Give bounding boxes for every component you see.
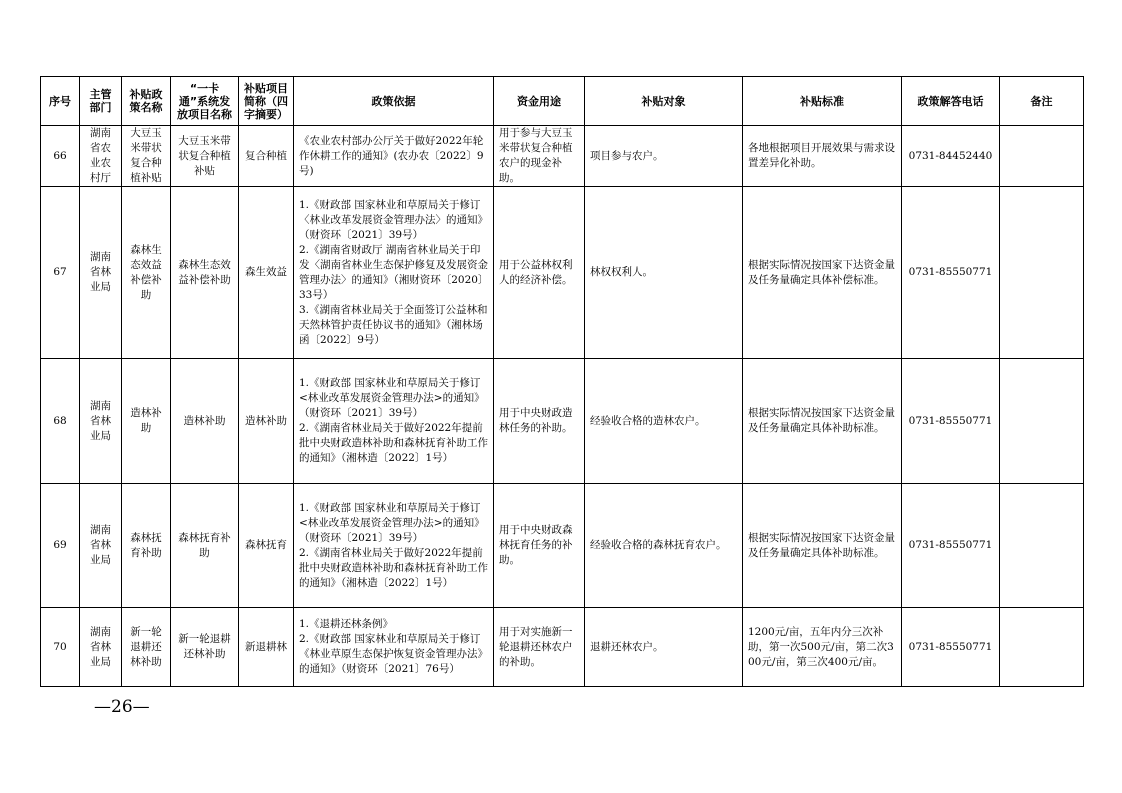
cell-abbr: 新退耕林 [239, 608, 294, 687]
cell-subsidy-name: 大豆玉米带状复合种植补贴 [122, 126, 171, 187]
cell-basis [294, 126, 494, 187]
cell-target: 经验收合格的森林抚育农户。 [585, 484, 743, 608]
table-row [41, 187, 1084, 359]
cell-basis [294, 187, 494, 359]
header-standard: 补贴标准 [743, 77, 902, 126]
cell-card-item: 森林生态效益补偿补助 [171, 187, 239, 359]
cell-remark [1000, 359, 1084, 484]
table-row [41, 608, 1084, 687]
header-target: 补贴对象 [585, 77, 743, 126]
cell-subsidy-name: 新一轮退耕还林补助 [122, 608, 171, 687]
cell-dept: 湖南省林业局 [80, 359, 122, 484]
basis-line: 1.《财政部 国家林业和草原局关于修订〈林业改革发展资金管理办法〉的通知》（财资环〔2021〕39号） [299, 198, 488, 241]
cell-target: 退耕还林农户。 [585, 608, 743, 687]
basis-line: 2.《湖南省林业局关于做好2022年提前批中央财政造林补助和森林抚育补助工作的通知》（湘林造〔2022〕1号） [299, 422, 488, 464]
cell-phone: 0731-84452440 [902, 126, 1000, 187]
cell-subsidy-name: 森林抚育补助 [122, 484, 171, 608]
cell-basis [294, 484, 494, 608]
cell-abbr: 造林补助 [239, 359, 294, 484]
cell-subsidy-name: 造林补助 [122, 359, 171, 484]
cell-remark [1000, 484, 1084, 608]
cell-remark [1000, 187, 1084, 359]
basis-line: 《农业农村部办公厅关于做好2022年轮作休耕工作的通知》(农办农〔2022〕9号) [299, 134, 484, 177]
page-number: —26— [94, 697, 150, 717]
basis-line: 3.《湖南省林业局关于全面签订公益林和天然林管护责任协议书的通知》（湘林场函〔2022〕9号） [299, 303, 488, 346]
cell-standard: 各地根据项目开展效果与需求设置差异化补助。 [743, 126, 902, 187]
cell-standard: 根据实际情况按国家下达资金量及任务量确定具体补偿标准。 [743, 187, 902, 359]
cell-abbr: 复合种植 [239, 126, 294, 187]
cell-usage: 用于对实施新一轮退耕还林农户的补助。 [494, 608, 585, 687]
cell-target: 经验收合格的造林农户。 [585, 359, 743, 484]
cell-dept: 湖南省林业局 [80, 608, 122, 687]
cell-seq: 70 [41, 608, 80, 687]
cell-target: 项目参与农户。 [585, 126, 743, 187]
cell-basis [294, 608, 494, 687]
cell-card-item: 新一轮退耕还林补助 [171, 608, 239, 687]
basis-line: 1.《财政部 国家林业和草原局关于修订<林业改革发展资金管理办法>的通知》（财资环〔2021〕39号） [299, 377, 485, 419]
cell-standard: 1200元/亩，五年内分三次补助，第一次500元/亩，第二次300元/亩，第三次400元/亩。 [743, 608, 902, 687]
table-row [41, 126, 1084, 187]
basis-line: 2.《湖南省林业局关于做好2022年提前批中央财政造林补助和森林抚育补助工作的通知》（湘林造〔2022〕1号） [299, 546, 488, 589]
header-basis: 政策依据 [294, 77, 494, 126]
cell-seq: 68 [41, 359, 80, 484]
cell-seq: 67 [41, 187, 80, 359]
header-phone: 政策解答电话 [902, 77, 1000, 126]
cell-dept: 湖南省农业农村厅 [80, 126, 122, 187]
cell-seq: 69 [41, 484, 80, 608]
cell-usage: 用于公益林权利人的经济补偿。 [494, 187, 585, 359]
cell-card-item: 造林补助 [171, 359, 239, 484]
basis-line: 1.《财政部 国家林业和草原局关于修订<林业改革发展资金管理办法>的通知》（财资环〔2021〕39号） [299, 501, 485, 544]
cell-usage: 用于参与大豆玉米带状复合种植农户的现金补助。 [494, 126, 585, 187]
header-remark: 备注 [1000, 77, 1084, 126]
cell-dept: 湖南省林业局 [80, 484, 122, 608]
cell-standard: 根据实际情况按国家下达资金量及任务量确定具体补助标准。 [743, 359, 902, 484]
basis-line: 2.《财政部 国家林业和草原局关于修订《林业草原生态保护恢复资金管理办法》的通知》（财资环〔2021〕76号） [299, 633, 488, 675]
cell-phone: 0731-85550771 [902, 359, 1000, 484]
header-usage: 资金用途 [494, 77, 585, 126]
subsidy-policy-table [40, 76, 1084, 687]
table-row [41, 484, 1084, 608]
cell-phone: 0731-85550771 [902, 608, 1000, 687]
cell-card-item: 大豆玉米带状复合种植补贴 [171, 126, 239, 187]
cell-phone: 0731-85550771 [902, 484, 1000, 608]
cell-basis [294, 359, 494, 484]
header-abbr: 补贴项目简称（四字摘要） [239, 77, 294, 126]
header-seq: 序号 [41, 77, 80, 126]
basis-line: 2.《湖南省财政厅 湖南省林业局关于印发〈湖南省林业生态保护修复及发展资金管理办法〉的通知》（湘财资环〔2020〕33号） [299, 243, 488, 301]
header-card-item: “一卡通”系统发放项目名称 [171, 77, 239, 126]
cell-remark [1000, 126, 1084, 187]
cell-card-item: 森林抚育补助 [171, 484, 239, 608]
header-dept: 主管部门 [80, 77, 122, 126]
cell-usage: 用于中央财政森林抚育任务的补助。 [494, 484, 585, 608]
cell-abbr: 森生效益 [239, 187, 294, 359]
basis-line: 1.《退耕还林条例》 [299, 618, 394, 630]
header-subsidy-name: 补贴政策名称 [122, 77, 171, 126]
cell-phone: 0731-85550771 [902, 187, 1000, 359]
cell-standard: 根据实际情况按国家下达资金量及任务量确定具体补助标准。 [743, 484, 902, 608]
table-row [41, 359, 1084, 484]
cell-abbr: 森林抚育 [239, 484, 294, 608]
cell-subsidy-name: 森林生态效益补偿补助 [122, 187, 171, 359]
table-header-row [41, 77, 1084, 126]
cell-usage: 用于中央财政造林任务的补助。 [494, 359, 585, 484]
cell-dept: 湖南省林业局 [80, 187, 122, 359]
cell-remark [1000, 608, 1084, 687]
cell-target: 林权权利人。 [585, 187, 743, 359]
cell-seq: 66 [41, 126, 80, 187]
